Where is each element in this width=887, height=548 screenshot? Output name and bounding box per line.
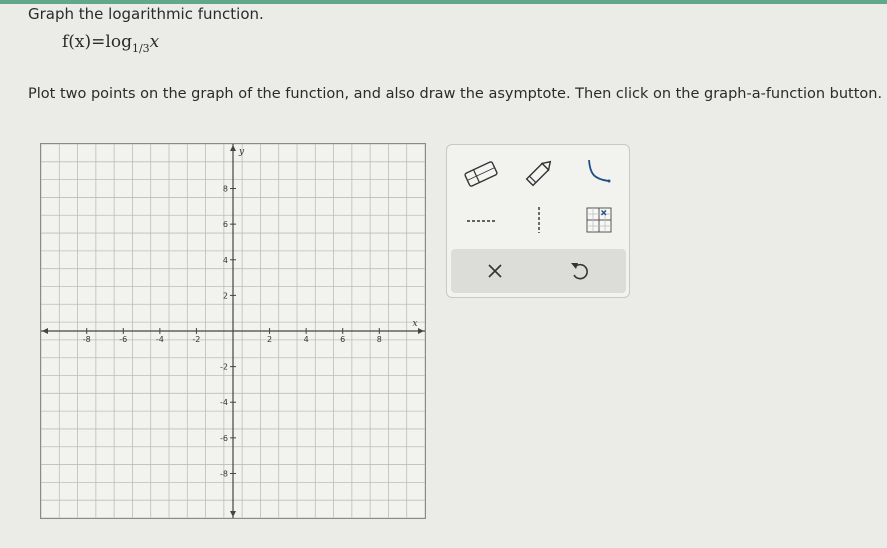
y-axis-arrow-up <box>230 145 236 151</box>
point-tool[interactable] <box>579 203 619 237</box>
x-tick-label: 8 <box>376 335 382 344</box>
coordinate-grid[interactable] <box>41 144 425 518</box>
formula-base: 1/3 <box>131 42 150 55</box>
grid-point-icon <box>579 203 619 237</box>
y-tick-label: -2 <box>220 362 228 372</box>
horizontal-asymptote-tool[interactable] <box>461 203 501 237</box>
eraser-icon <box>461 157 501 191</box>
formula-equals: = <box>91 32 106 52</box>
close-icon <box>465 253 525 289</box>
formula-arg: x <box>149 32 160 52</box>
y-tick-label: 6 <box>222 220 228 230</box>
x-axis-arrow-left <box>42 328 48 334</box>
y-axis-name: y <box>239 147 245 157</box>
y-tick-label: 4 <box>222 255 228 265</box>
x-tick-label: -6 <box>119 335 128 344</box>
function-formula <box>62 32 159 55</box>
graph-toolbox <box>446 144 630 298</box>
log-curve-icon <box>579 155 619 189</box>
y-axis-arrow-down <box>230 511 236 517</box>
eraser-tool[interactable] <box>461 157 501 191</box>
y-tick-label: 2 <box>222 291 228 301</box>
undo-icon <box>549 253 609 289</box>
instructions-text: Plot two points on the graph of the function, and also draw the asymptote. Then click on the graph-a-function button. <box>28 86 883 102</box>
x-axis-arrow-right <box>418 328 424 334</box>
dashed-horizontal-line-icon <box>461 203 501 237</box>
clear-button[interactable] <box>465 253 525 289</box>
top-accent-bar <box>0 0 887 4</box>
x-tick-label: -4 <box>155 335 164 344</box>
action-bar <box>451 249 626 293</box>
x-tick-label: 4 <box>303 335 309 344</box>
y-tick-label: 8 <box>222 184 228 194</box>
vertical-asymptote-tool[interactable] <box>519 203 559 237</box>
x-tick-label: -2 <box>192 335 201 344</box>
x-axis-name: x <box>412 319 418 329</box>
y-tick-label: -6 <box>220 433 228 443</box>
formula-lhs: f(x) <box>62 32 92 52</box>
pencil-tool[interactable] <box>519 155 559 189</box>
formula-log: log <box>105 32 132 52</box>
graph-function-tool[interactable] <box>579 155 619 189</box>
y-tick-label: -8 <box>220 469 228 479</box>
x-tick-label: 2 <box>267 335 273 344</box>
dashed-vertical-line-icon <box>519 203 559 237</box>
x-tick-label: 6 <box>340 335 346 344</box>
question-prompt: Graph the logarithmic function. <box>28 5 264 23</box>
pencil-icon <box>519 155 559 189</box>
x-tick-label: -8 <box>82 335 91 344</box>
graph-panel[interactable] <box>40 143 426 519</box>
y-tick-label: -4 <box>220 398 228 408</box>
undo-button[interactable] <box>549 253 609 289</box>
